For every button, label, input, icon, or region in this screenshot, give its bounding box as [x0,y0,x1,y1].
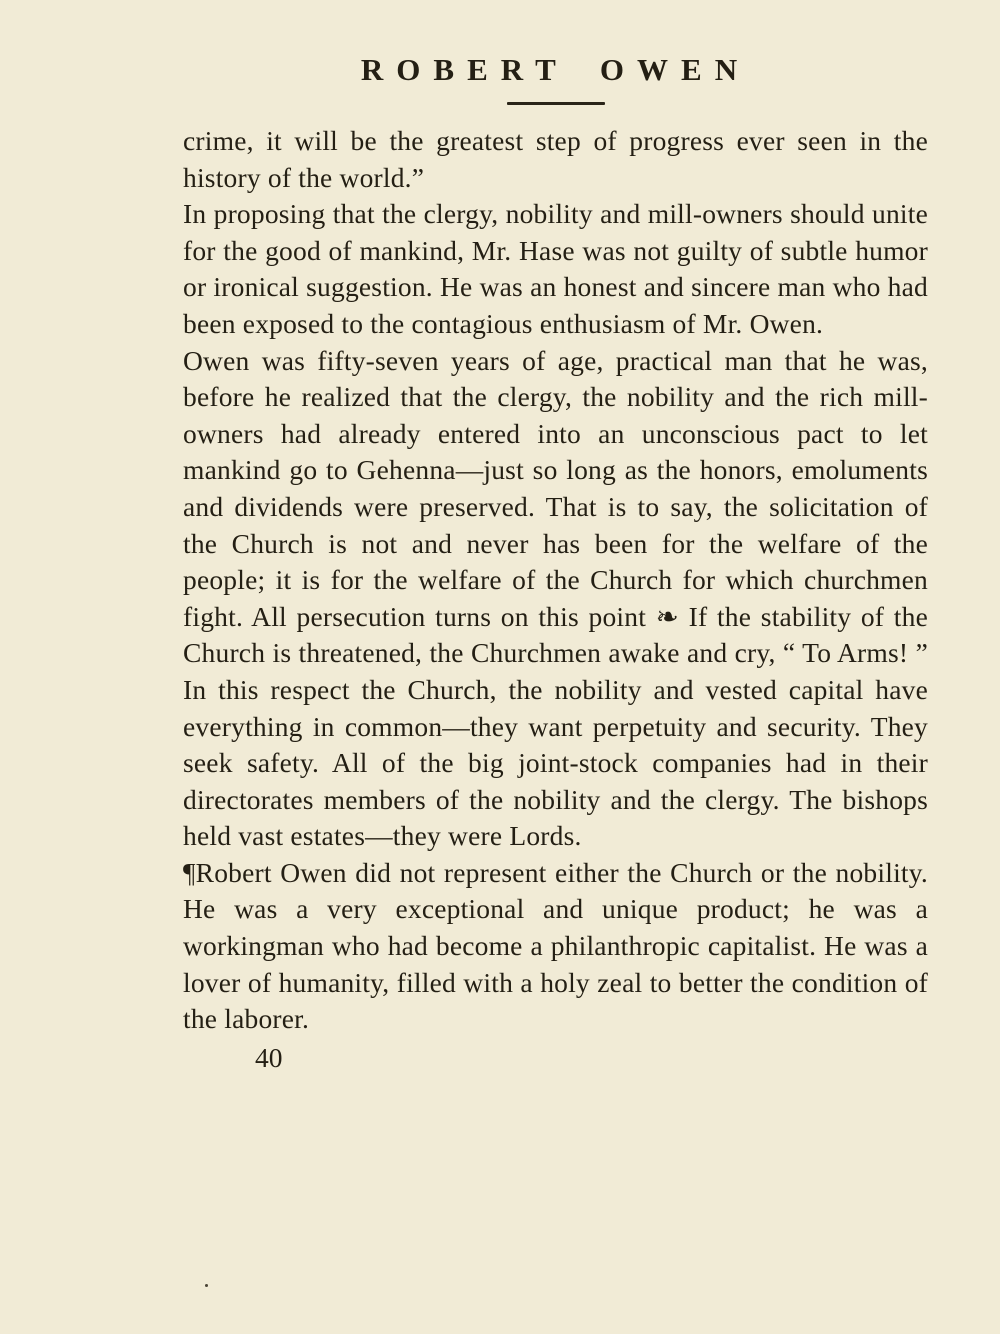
page-header [183,0,928,105]
body-text-block [183,123,928,1038]
paragraph: ¶Robert Owen did not represent either the Church or the nobility. He was a very exceptional and unique product; he was a workingman who had become a philanthropic capitalist. He was a lover of humanity, filled with a holy zeal to better the condition of the laborer. [183,856,928,1035]
ink-speck [205,1284,208,1287]
paragraph: Owen was fifty-seven years of age, practical man that he was, before he realized that the clergy, the nobility and the rich mill-owners had already entered into an unconscious pact to let mankind go to Gehenna—just so long as the honors, emoluments and dividends were preserved. That is to say, the solicitation of the Church is not and never has been for the welfare of the people; it is for the welfare of the Church for which churchmen fight. All persecution turns on this point ❧ If the stability of the Church is threatened, the Churchmen awake and cry, “ To Arms! ” In this respect the Church, the nobility and vested capital have everything in common—they want perpetuity and security. They seek safety. All of the big joint-stock companies had in their directorates members of the nobility and the clergy. The bishops held vast estates—they were Lords. [183,344,928,852]
paragraph: crime, it will be the greatest step of progress ever seen in the history of the world.” [183,125,928,193]
page-title: ROBERT OWEN [360,52,751,87]
paragraph: In proposing that the clergy, nobility and mill-owners should unite for the good of mankind, Mr. Hase was not guilty of subtle humor or ironical suggestion. He was an honest and sincere man who had been exposed to the contagious enthusiasm of Mr. Owen. [183,198,928,339]
title-rule [507,102,605,105]
page-number: 40 [255,1041,283,1073]
page-footer [183,1040,1000,1077]
